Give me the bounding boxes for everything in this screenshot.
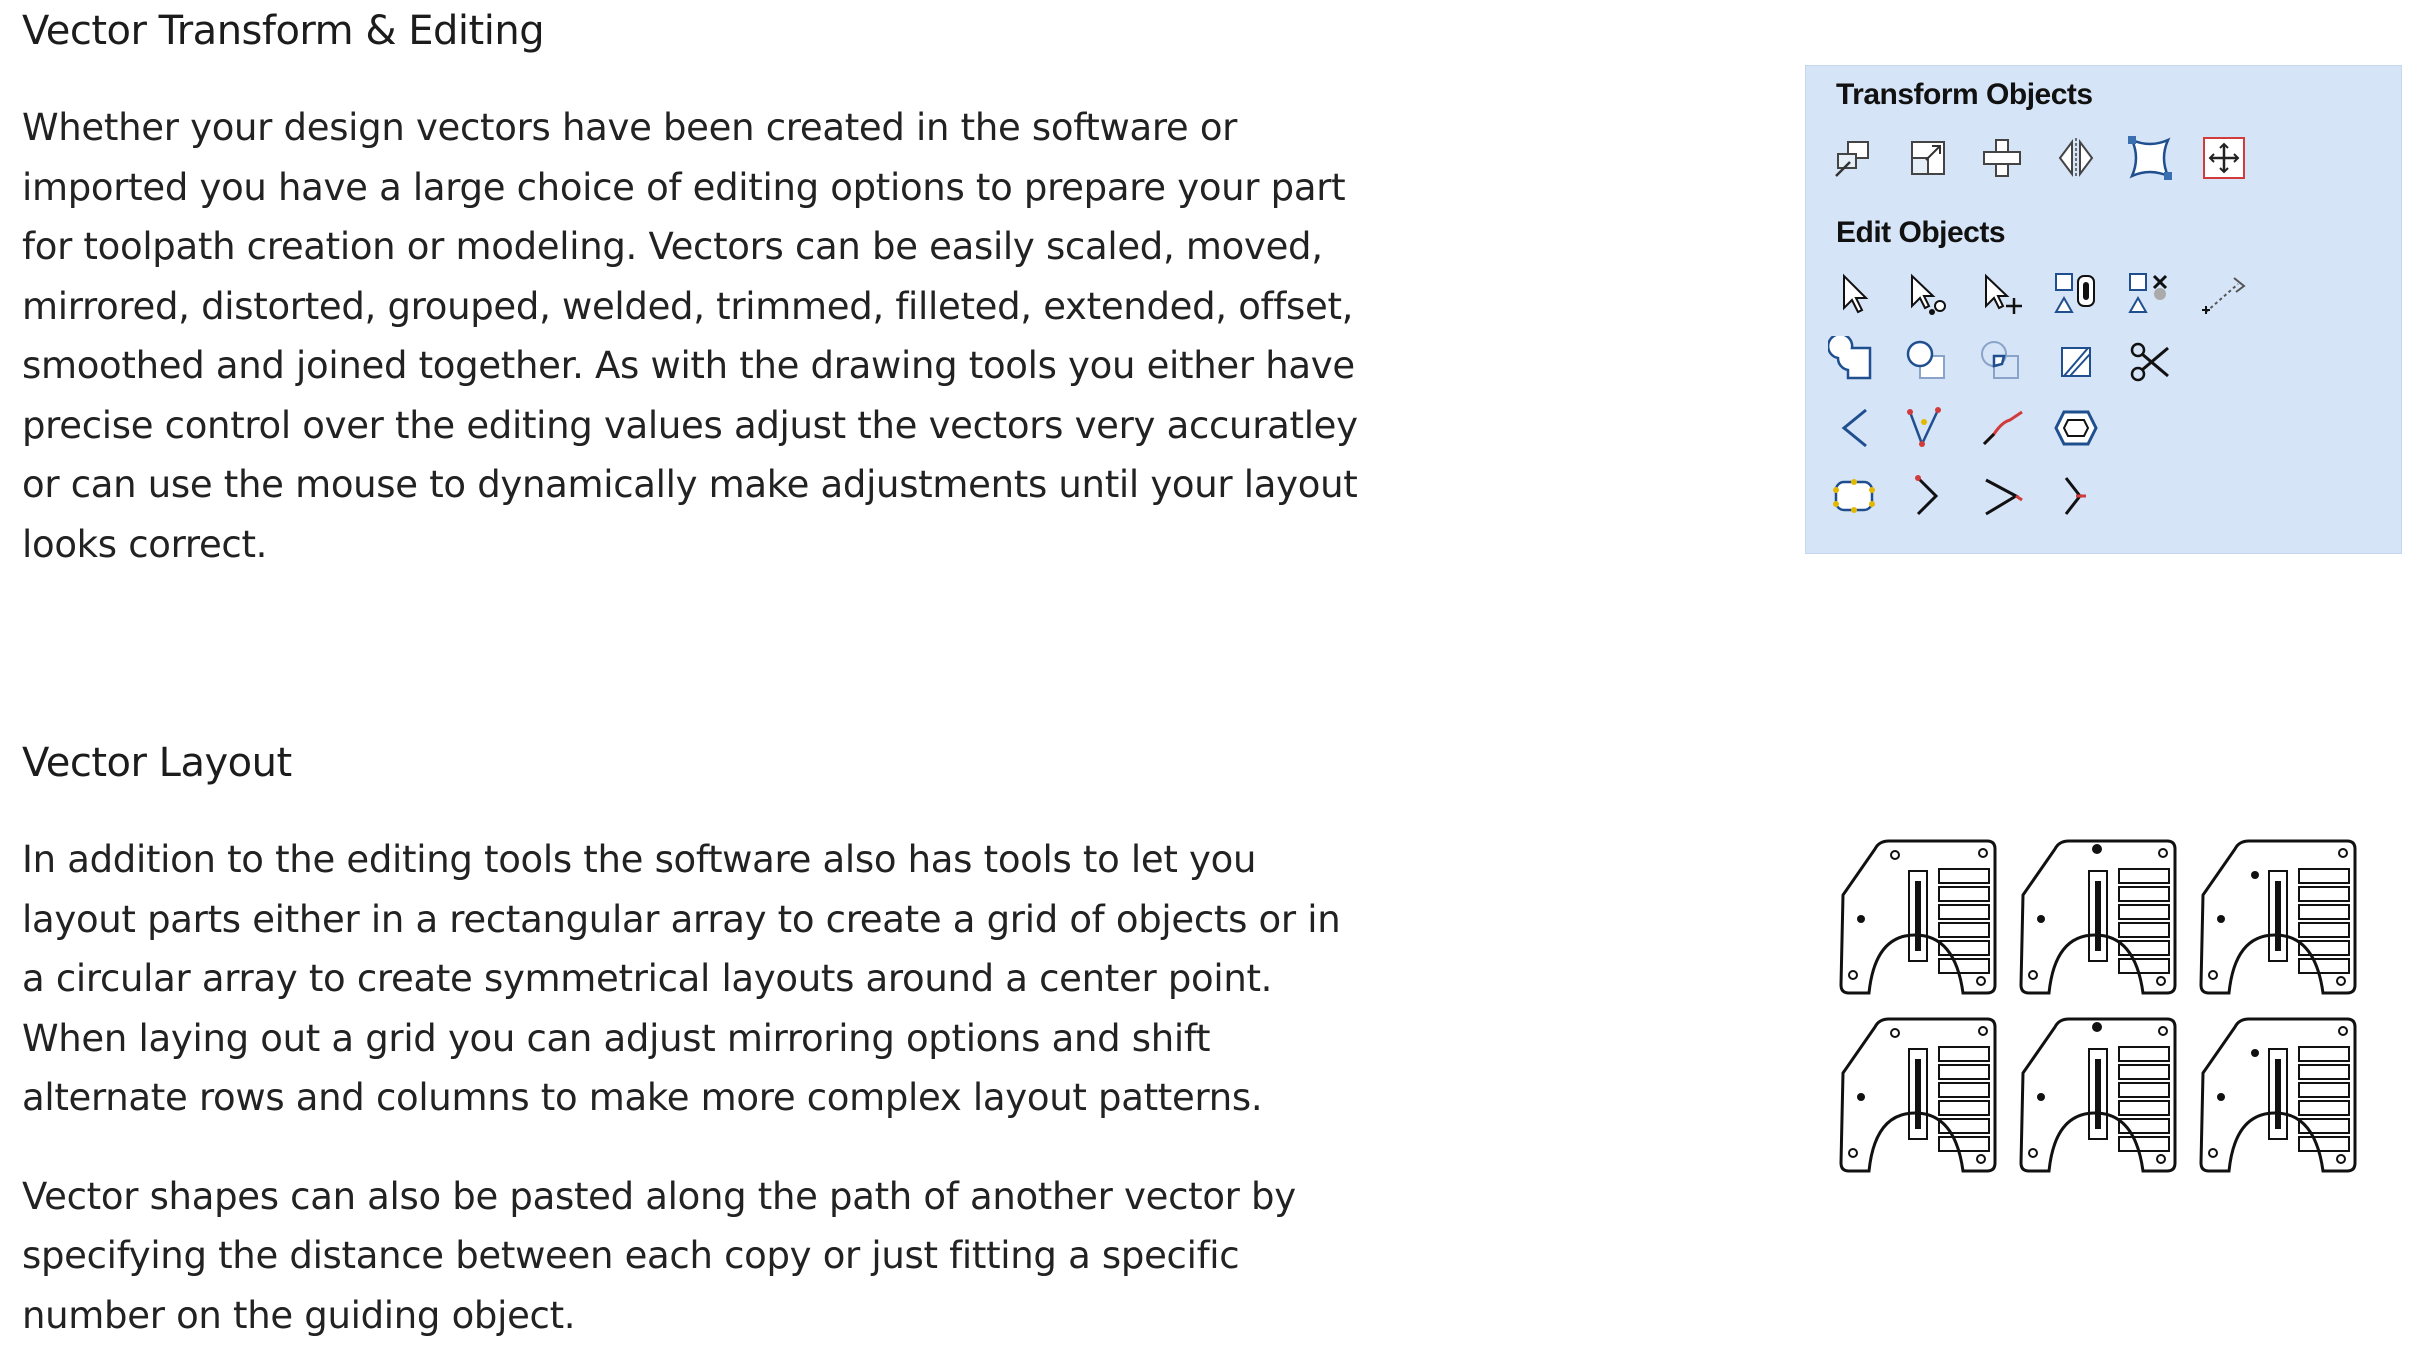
offset-icon[interactable] xyxy=(2050,402,2102,454)
close-vector-icon[interactable] xyxy=(1828,470,1880,522)
measure-icon[interactable] xyxy=(2198,268,2250,320)
layout-paragraph-1: In addition to the editing tools the software also has tools to let you layout parts either in a rectangular array to create a grid of objects or in a circular array to create symmetrical layouts around a center point. When laying out a grid you can adjust mirroring options and shift alternate rows and columns to make more complex layout patterns. xyxy=(22,838,1341,1119)
intersect-icon[interactable] xyxy=(1976,336,2028,388)
subtract-icon[interactable] xyxy=(1902,336,1954,388)
weld-icon[interactable] xyxy=(1828,336,1880,388)
rotate-icon[interactable] xyxy=(1976,132,2028,184)
vector-layout-illustration xyxy=(1835,835,2365,1175)
toolbox-panel xyxy=(1805,65,2402,554)
fillet-icon[interactable] xyxy=(1828,402,1880,454)
layout-section xyxy=(22,740,1362,1345)
node-edit-icon[interactable] xyxy=(1902,268,1954,320)
mirror-icon[interactable] xyxy=(2050,132,2102,184)
transform-heading: Vector Transform & Editing xyxy=(22,8,545,54)
extend-both-icon[interactable] xyxy=(1976,470,2028,522)
transform-section xyxy=(22,8,1362,574)
ungroup-icon[interactable] xyxy=(2124,268,2176,320)
group-icon[interactable] xyxy=(2050,268,2102,320)
transform-objects-title: Transform Objects xyxy=(1836,78,2093,111)
layout-part xyxy=(2195,1013,2359,1175)
layout-heading: Vector Layout xyxy=(22,740,292,786)
layout-part xyxy=(1835,835,1999,997)
scissors-icon[interactable] xyxy=(2124,336,2176,388)
join-icon[interactable] xyxy=(1902,402,1954,454)
layout-part xyxy=(2015,1013,2179,1175)
layout-part xyxy=(2195,835,2359,997)
interactive-transform-icon[interactable] xyxy=(1976,268,2028,320)
distort-icon[interactable] xyxy=(2124,132,2176,184)
trim-icon[interactable] xyxy=(2050,336,2102,388)
edit-objects-title: Edit Objects xyxy=(1836,216,2006,249)
layout-part xyxy=(2015,835,2179,997)
layout-part xyxy=(1835,1013,1999,1175)
split-icon[interactable] xyxy=(2050,470,2102,522)
scale-icon[interactable] xyxy=(1902,132,1954,184)
align-icon[interactable] xyxy=(2198,132,2250,184)
select-icon[interactable] xyxy=(1828,268,1880,320)
smooth-icon[interactable] xyxy=(1976,402,2028,454)
layout-paragraph-2: Vector shapes can also be pasted along the path of another vector by specifying the distance between each copy or just fitting a specific number on the guiding object. xyxy=(22,1174,1296,1337)
extend-icon[interactable] xyxy=(1902,470,1954,522)
move-icon[interactable] xyxy=(1828,132,1880,184)
transform-paragraph: Whether your design vectors have been created in the software or imported you have a large choice of editing options to prepare your part for toolpath creation or modeling. Vectors can be easily scaled, moved, mirrored, distorted, grouped, welded, trimmed, filleted, extended, offset, smoothed and joined together. As with the drawing tools you either have precise control over the editing values adjust the vectors very accuratley or can use the mouse to dynamically make adjustments until your layout looks correct. xyxy=(22,106,1358,566)
